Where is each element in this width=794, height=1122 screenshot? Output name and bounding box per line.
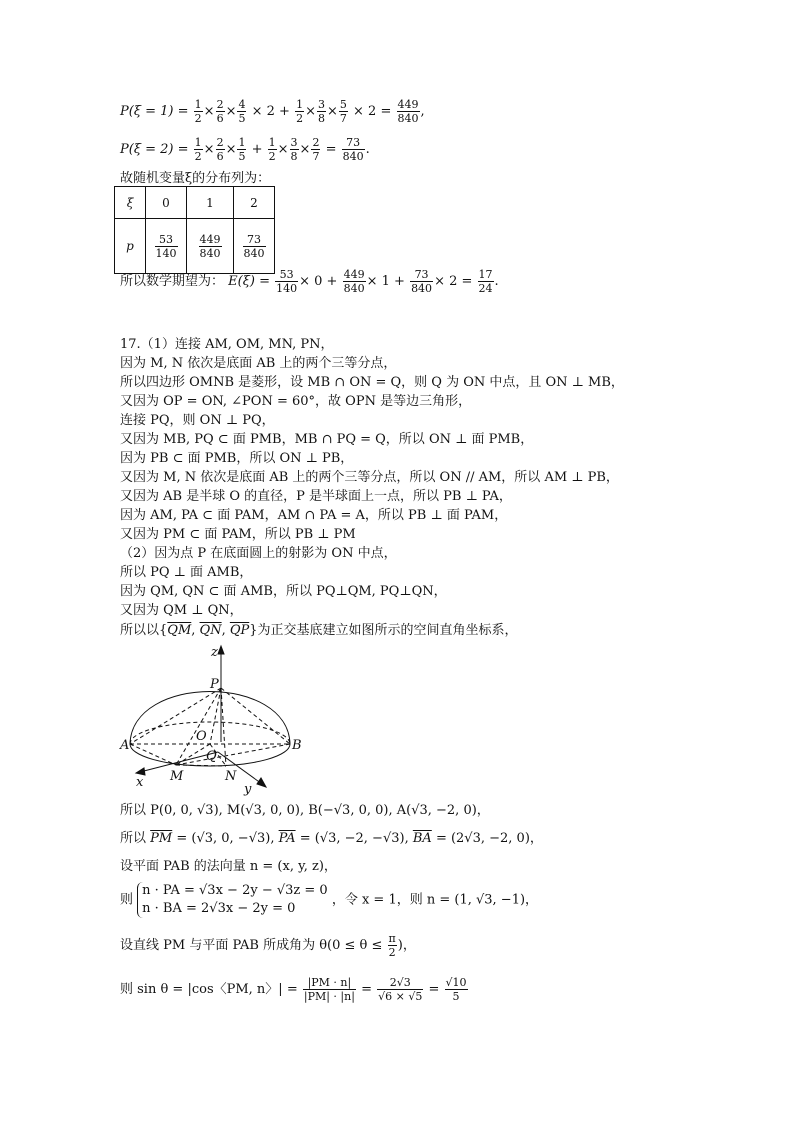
hemisphere-figure [118, 644, 302, 797]
frac: $\frac{53}{140}$ [276, 268, 298, 295]
frac: $\frac{1}{2}$ [296, 98, 304, 125]
table-header-cell: 0 [146, 187, 187, 219]
table-header-cell: 2 [234, 187, 275, 219]
frac: $\frac{3}{8}$ [290, 136, 298, 163]
line-pb [221, 688, 290, 744]
calc-p2-lhs: P(ξ = 2) = [120, 142, 189, 157]
sine-line: 则 sin θ = |cos〈PM, n〉| = $\frac{|PM \cdot n|}{|PM| \cdot |n|}$ = $\frac{2√3}{√6 \times √5}$ = $\frac{√10}{5}$ [120, 976, 467, 1003]
table-row-label: p [115, 219, 146, 274]
line-mb [176, 744, 290, 765]
table-cell: $\frac{73}{840}$ [234, 219, 275, 274]
calc-p1-lhs: P(ξ = 1) = [120, 104, 189, 119]
frac: $\frac{2}{7}$ [312, 136, 320, 163]
frac: $\frac{|PM \cdot n|}{|PM| \cdot |n|}$ [303, 976, 355, 1003]
label-y: y [244, 782, 252, 797]
frac: $\frac{1}{2}$ [194, 136, 202, 163]
solution-line: 所以四边形 OMNB 是菱形，设 MB ∩ ON = Q，则 Q 为 ON 中点，且 ON ⊥ MB， [120, 375, 624, 390]
label-q: Q [206, 749, 217, 764]
solution-line: 又因为 MB, PQ ⊂ 面 PMB，MB ∩ PQ = Q，所以 ON ⊥ 面 PMB， [120, 432, 534, 447]
normal-intro: 设平面 PAB 的法向量 n = (x, y, z)， [120, 859, 337, 874]
solution-line: （2）因为点 P 在底面圆上的射影为 ON 中点， [120, 546, 397, 561]
solution-line: 连接 PQ，则 ON ⊥ PQ， [120, 413, 275, 428]
solution-line: 因为 QM, QN ⊂ 面 AMB，所以 PQ⊥QM, PQ⊥QN， [120, 584, 447, 599]
normal-system-line: 则 n · PA = √3x − 2y − √3z = 0 n · BA = 2√3x − 2y = 0 ，令 x = 1，则 n = (1, √3, −1)， [120, 883, 539, 916]
solution-line: 因为 M, N 依次是底面 AB 上的两个三等分点， [120, 356, 397, 371]
label-b: B [292, 738, 302, 753]
table-header-cell: ξ [115, 187, 146, 219]
expectation-line: 所以数学期望为： E(ξ) = $\frac{53}{140}$ × 0 + $\frac{449}{840}$ × 1 + $\frac{73}{840}$ × 2 = $\frac{17}{24}$ . [120, 268, 499, 295]
frac: $\frac{449}{840}$ [397, 98, 419, 125]
solution-line: 因为 PB ⊂ 面 PMB，所以 ON ⊥ PB， [120, 451, 354, 466]
frac: $\frac{3}{8}$ [317, 98, 325, 125]
y-axis-arrow [257, 778, 266, 787]
frac: $\frac{73}{840}$ [411, 268, 433, 295]
vectors-line: 所以 $\overline{PM} = (√3$, 0, −√3), $\overline{PA} = (√3$, −2, −√3), $\overline{BA} = (2√3$, −2, 0)， [120, 831, 543, 846]
frac: $\frac{73}{840}$ [342, 136, 364, 163]
equation-system: n · PA = √3x − 2y − √3z = 0 n · BA = 2√3x − 2y = 0 [137, 882, 328, 918]
frac: $\frac{449}{840}$ [343, 268, 365, 295]
basis-line: 所以以{$\overline{QM}$, $\overline{QN}$, $\overline{QP}$}为正交基底建立如图所示的空间直角坐标系， [120, 623, 518, 638]
label-o: O [196, 729, 207, 744]
frac: $\frac{\pi}{2}$ [388, 932, 396, 959]
distribution-table [114, 186, 275, 274]
label-p: P [210, 677, 219, 692]
frac: $\frac{5}{7}$ [339, 98, 347, 125]
solution-line: 又因为 PM ⊂ 面 PAM，所以 PB ⊥ PM [120, 527, 356, 542]
calc-p2-line: P(ξ = 2) = $\frac{1}{2}$ × $\frac{2}{6}$ × $\frac{1}{5}$ + $\frac{1}{2}$ × $\frac{3}{8}$ × $\frac{2}{7}$ = $\frac{73}{840}$ . [120, 136, 370, 163]
table-cell: $\frac{449}{840}$ [187, 219, 234, 274]
frac: $\frac{17}{24}$ [478, 268, 493, 295]
label-z: z [211, 645, 218, 660]
label-n: N [225, 769, 237, 784]
label-a: A [120, 738, 130, 753]
coords-line: 所以 P(0, 0, √3), M(√3, 0, 0), B(−√3, 0, 0), A(√3, −2, 0)， [120, 803, 490, 818]
frac: $\frac{2√3}{√6 \times √5}$ [378, 976, 423, 1003]
frac: $\frac{2}{6}$ [216, 136, 224, 163]
solution-line: 又因为 OP = ON, ∠PON = 60°，故 OPN 是等边三角形， [120, 394, 472, 409]
label-x: x [136, 775, 144, 790]
calc-p1-line: P(ξ = 1) = $\frac{1}{2}$ × $\frac{2}{6}$ × $\frac{4}{5}$ × 2 + $\frac{1}{2}$ × $\frac{3}{8}$ × $\frac{5}{7}$ × 2 = $\frac{449}{840}$ , [120, 98, 425, 125]
solution-line: 因为 AM, PA ⊂ 面 PAM，AM ∩ PA = A，所以 PB ⊥ 面 PAM， [120, 508, 508, 523]
dome-outline [130, 692, 290, 745]
solution-line: 17.（1）连接 AM, OM, MN, PN， [120, 337, 334, 352]
z-axis-arrow [218, 646, 224, 654]
solution-line: 又因为 AB 是半球 O 的直径，P 是半球面上一点，所以 PB ⊥ PA， [120, 489, 512, 504]
x-axis-arrow [136, 768, 145, 775]
solution-line: 所以 PQ ⊥ 面 AMB， [120, 565, 253, 580]
frac: $\frac{1}{2}$ [194, 98, 202, 125]
table-cell: $\frac{53}{140}$ [146, 219, 187, 274]
angle-line: 设直线 PM 与平面 PAB 所成角为 θ(0 ≤ θ ≤ $\frac{\pi}{2}$ )， [120, 932, 416, 959]
distribution-intro: 故随机变量ξ的分布列为： [120, 171, 271, 186]
solution-line: 又因为 M, N 依次是底面 AB 上的两个三等分点，所以 ON // AM，所以 AM ⊥ PB， [120, 470, 619, 485]
line-po [210, 688, 221, 744]
frac: $\frac{1}{5}$ [238, 136, 246, 163]
line-am [130, 744, 176, 765]
base-back [130, 722, 290, 744]
solution-line: 又因为 QM ⊥ QN， [120, 603, 243, 618]
frac: $\frac{√10}{5}$ [445, 976, 467, 1003]
frac: $\frac{1}{2}$ [268, 136, 276, 163]
table-header-cell: 1 [187, 187, 234, 219]
frac: $\frac{4}{5}$ [238, 98, 246, 125]
label-m: M [170, 769, 184, 784]
frac: $\frac{2}{6}$ [216, 98, 224, 125]
